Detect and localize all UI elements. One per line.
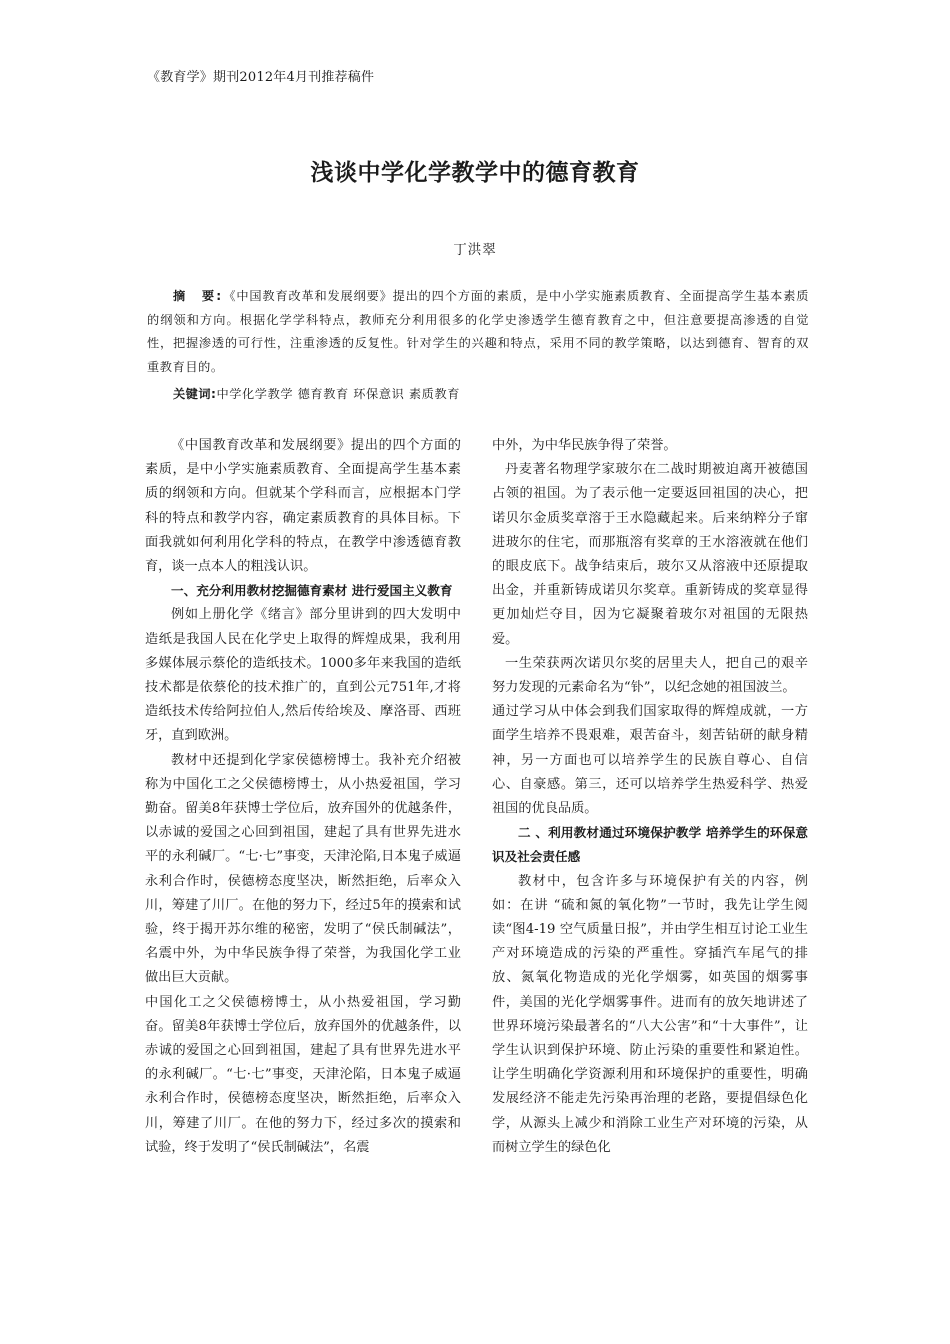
paragraph: 《中国教育改革和发展纲要》提出的四个方面的素质，是中小学实施素质教育、全面提高学生基本素质的纲领和方向。但就某个学科而言，应根据本门学科的特点和教学内容，确定素质教育的具体目标。下面我就如何利用化学科的特点，在教学中渗透德育教育，谈一点本人的粗浅认识。	[145, 438, 461, 575]
keywords-text: 中学化学教学 德育教育 环保意识 素质教育	[216, 387, 461, 401]
paragraph: 丹麦著名物理学家玻尔在二战时期被迫离开被德国占领的祖国。为了表示他一定要返回祖国的决心，把诺贝尔金质奖章溶于王水隐藏起来。后来纳粹分子窜进玻尔的住宅，而那瓶溶有奖章的王水溶液就在他们的眼皮底下。战争结束后，玻尔又从溶液中还原提取出金，并重新铸成诺贝尔奖章。重新铸成的奖章显得更加灿烂夺目，因为它凝聚着玻尔对祖国的无限热爱。	[492, 462, 808, 647]
section-heading-2: 二 、利用教材通过环境保护教学 培养学生的环保意识及社会责任感	[492, 825, 808, 865]
article-author: 丁洪翠	[453, 242, 497, 258]
section-heading-1: 一、充分利用教材挖掘德育素材 进行爱国主义教育	[171, 583, 453, 599]
abstract	[147, 285, 809, 379]
body-column-right	[492, 434, 808, 1160]
article-title: 浅谈中学化学教学中的德育教育	[310, 160, 640, 186]
paragraph: 一生荣获两次诺贝尔奖的居里夫人，把自己的艰辛努力发现的元素命名为“钋”，以纪念她的祖国波兰。	[492, 655, 808, 696]
running-head: 《教育学》期刊2012年4月刊推荐稿件	[147, 70, 375, 85]
keywords	[173, 385, 460, 402]
paragraph: 例如上册化学《绪言》部分里讲到的四大发明中造纸是我国人民在化学史上取得的辉煌成果，我利用多媒体展示蔡伦的造纸技术。1000多年来我国的造纸技术都是依蔡伦的技术推广的，直到公元751年,才将造纸技术传给阿拉伯人,然后传给埃及、摩洛哥、西班牙，直到欧洲。	[145, 607, 461, 744]
keywords-label: 关键词:	[173, 387, 217, 401]
paragraph: 教材中还提到化学家侯德榜博士。我补充介绍被称为中国化工之父侯德榜博士，从小热爱祖国，学习勤奋。留美8年获博士学位后，放弃国外的优越条件，以赤诚的爱国之心回到祖国，建起了具有世界先进水平的永利碱厂。“七·七”事变，天津沦陷,日本鬼子威逼永利合作时，侯德榜态度坚决，断然拒绝，后率众入川，筹建了川厂。在他的努力下，经过5年的摸索和试验，终于揭开苏尔维的秘密，发明了“侯氏制碱法”，名震中外，为中华民族争得了荣誉，为我国化学工业做出巨大贡献。	[145, 752, 461, 986]
paragraph: 中外，为中华民族争得了荣誉。	[492, 438, 677, 453]
paragraph: 通过学习从中体会到我们国家取得的辉煌成就，一方面学生培养不畏艰难，艰苦奋斗，刻苦钻研的献身精神，另一方面也可以培养学生的民族自尊心、自信心、自豪感。第三，还可以培养学生热爱科学、热爱祖国的优良品质。	[492, 704, 808, 817]
paragraph: 中国化工之父侯德榜博士，从小热爱祖国，学习勤奋。留美8年获博士学位后，放弃国外的优越条件，以赤诚的爱国之心回到祖国，建起了具有世界先进水平的永利碱厂。“七·七”事变，天津沦陷，日本鬼子威逼永利合作时，侯德榜态度坚决，断然拒绝，后率众入川，筹建了川厂。在他的努力下，经过多次的摸索和试验，终于发明了“侯氏制碱法”，名震	[145, 994, 461, 1155]
body-column-left	[145, 434, 461, 1160]
abstract-text: 《中国教育改革和发展纲要》提出的四个方面的素质，是中小学实施素质教育、全面提高学生基本素质的纲领和方向。根据化学学科特点，教师充分利用很多的化学史渗透学生德育教育之中，但注意要提高渗透的自觉性，把握渗透的可行性，注重渗透的反复性。针对学生的兴趣和特点，采用不同的教学策略，以达到德育、智育的双重教育目的。	[147, 289, 810, 374]
paragraph: 教材中，包含许多与环境保护有关的内容，例如：在讲 “硫和氮的氧化物”一节时，我先让学生阅读“图4-19 空气质量日报”，并由学生相互讨论工业生产对环境造成的污染的严重性。穿插汽车尾气的排放、氮氧化物造成的光化学烟雾，如英国的烟雾事件，美国的光化学烟雾事件。进而有的放矢地讲述了世界环境污染最著名的“八大公害”和“十大事件”，让学生认识到保护环境、防止污染的重要性和紧迫性。让学生明确化学资源利用和环境保护的重要性，明确发展经济不能走先污染再治理的老路，要提倡绿色化学，从源头上减少和消除工业生产对环境的污染，从而树立学生的绿色化	[492, 873, 808, 1155]
abstract-label: 摘 要:	[173, 289, 224, 303]
